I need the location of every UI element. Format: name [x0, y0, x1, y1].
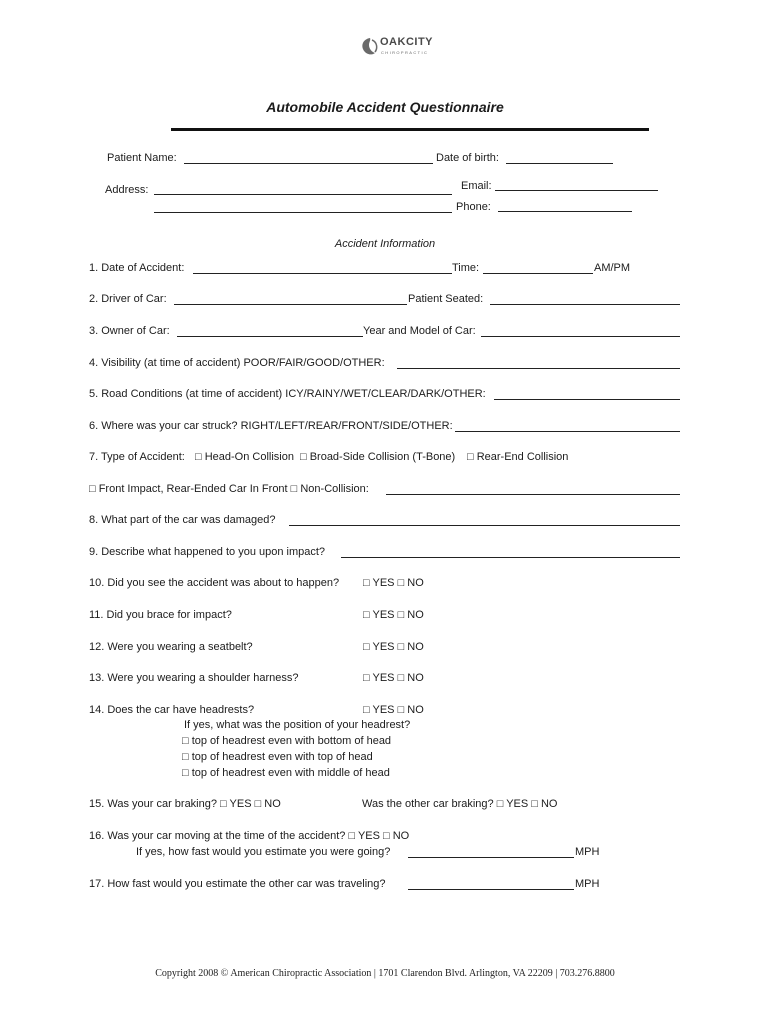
- oakcity-logo: [360, 34, 440, 64]
- q14-sub-question: If yes, what was the position of your headrest?: [184, 719, 411, 731]
- q3-label: 3. Owner of Car:: [89, 325, 170, 337]
- address-field-2[interactable]: [154, 212, 452, 213]
- q6-label: 6. Where was your car struck? RIGHT/LEFT/REAR/FRONT/SIDE/OTHER:: [89, 420, 453, 432]
- dob-field[interactable]: [506, 163, 613, 164]
- q7-broad-side-checkbox[interactable]: □ Broad-Side Collision (T-Bone): [300, 451, 456, 463]
- q7-rear-end-checkbox[interactable]: □ Rear-End Collision: [467, 451, 569, 463]
- q7-head-on-checkbox[interactable]: □ Head-On Collision: [195, 451, 294, 463]
- page-title: Automobile Accident Questionnaire: [266, 99, 504, 115]
- q1-time-label: Time:: [452, 262, 480, 274]
- q4-field[interactable]: [397, 368, 680, 369]
- q6-field[interactable]: [455, 431, 680, 432]
- q2-label: 2. Driver of Car:: [89, 293, 167, 305]
- q7-line2-options[interactable]: □ Front Impact, Rear-Ended Car In Front □ Non-Collision:: [89, 483, 369, 495]
- q1-label: 1. Date of Accident:: [89, 262, 185, 274]
- q13-yes-no[interactable]: □ YES □ NO: [363, 672, 424, 684]
- q2-driver-field[interactable]: [174, 304, 407, 305]
- q15-other-car-braking[interactable]: Was the other car braking? □ YES □ NO: [362, 798, 558, 810]
- q9-field[interactable]: [341, 557, 680, 558]
- section-title: Accident Information: [334, 238, 436, 250]
- q7-non-collision-field[interactable]: [386, 494, 680, 495]
- q16-label[interactable]: 16. Was your car moving at the time of the accident? □ YES □ NO: [89, 830, 410, 842]
- logo-subtitle: CHIROPRACTIC: [381, 50, 429, 55]
- q16-unit: MPH: [575, 846, 600, 858]
- q14-option-top[interactable]: □ top of headrest even with top of head: [182, 751, 373, 763]
- q16-sub-question: If yes, how fast would you estimate you were going?: [136, 846, 391, 858]
- q14-option-bottom[interactable]: □ top of headrest even with bottom of head: [182, 735, 392, 747]
- dob-label: Date of birth:: [436, 152, 499, 164]
- q17-speed-field[interactable]: [408, 889, 574, 890]
- q16-speed-field[interactable]: [408, 857, 574, 858]
- q5-label: 5. Road Conditions (at time of accident) ICY/RAINY/WET/CLEAR/DARK/OTHER:: [89, 388, 486, 400]
- patient-name-label: Patient Name:: [107, 152, 177, 164]
- q14-label: 14. Does the car have headrests?: [89, 704, 255, 716]
- q8-label: 8. What part of the car was damaged?: [89, 514, 276, 526]
- q15-label[interactable]: 15. Was your car braking? □ YES □ NO: [89, 798, 281, 810]
- q2-seated-label: Patient Seated:: [408, 293, 484, 305]
- q4-label: 4. Visibility (at time of accident) POOR/FAIR/GOOD/OTHER:: [89, 357, 385, 369]
- phone-label: Phone:: [456, 201, 491, 213]
- phone-field[interactable]: [498, 211, 632, 212]
- email-label: Email:: [461, 180, 492, 192]
- q1-date-field[interactable]: [193, 273, 452, 274]
- q2-seated-field[interactable]: [490, 304, 680, 305]
- q14-yes-no[interactable]: □ YES □ NO: [363, 704, 424, 716]
- q3-year-label: Year and Model of Car:: [363, 325, 476, 337]
- q8-field[interactable]: [289, 525, 680, 526]
- q12-label: 12. Were you wearing a seatbelt?: [89, 641, 253, 653]
- q7-label: 7. Type of Accident:: [89, 451, 185, 463]
- q14-option-middle[interactable]: □ top of headrest even with middle of head: [182, 767, 390, 779]
- address-label: Address:: [105, 184, 149, 196]
- q1-ampm: AM/PM: [594, 262, 631, 274]
- copyright-footer: Copyright 2008 © American Chiropractic Association | 1701 Clarendon Blvd. Arlington, VA 22209 | 703.276.8800: [155, 968, 615, 979]
- q3-owner-field[interactable]: [177, 336, 363, 337]
- q9-label: 9. Describe what happened to you upon impact?: [89, 546, 326, 558]
- q1-time-field[interactable]: [483, 273, 593, 274]
- title-rule: [171, 128, 649, 131]
- q11-yes-no[interactable]: □ YES □ NO: [363, 609, 424, 621]
- q12-yes-no[interactable]: □ YES □ NO: [363, 641, 424, 653]
- email-field[interactable]: [495, 190, 658, 191]
- q5-field[interactable]: [494, 399, 680, 400]
- q10-yes-no[interactable]: □ YES □ NO: [363, 577, 424, 589]
- q10-label: 10. Did you see the accident was about to happen?: [89, 577, 340, 589]
- q17-label: 17. How fast would you estimate the other car was traveling?: [89, 878, 386, 890]
- q17-unit: MPH: [575, 878, 600, 890]
- patient-name-field[interactable]: [184, 163, 433, 164]
- address-field-1[interactable]: [154, 194, 452, 195]
- logo-name: OAKCITY: [380, 36, 433, 48]
- oak-leaf-icon: [360, 36, 380, 58]
- q3-year-field[interactable]: [481, 336, 680, 337]
- q13-label: 13. Were you wearing a shoulder harness?: [89, 672, 299, 684]
- q11-label: 11. Did you brace for impact?: [89, 609, 232, 621]
